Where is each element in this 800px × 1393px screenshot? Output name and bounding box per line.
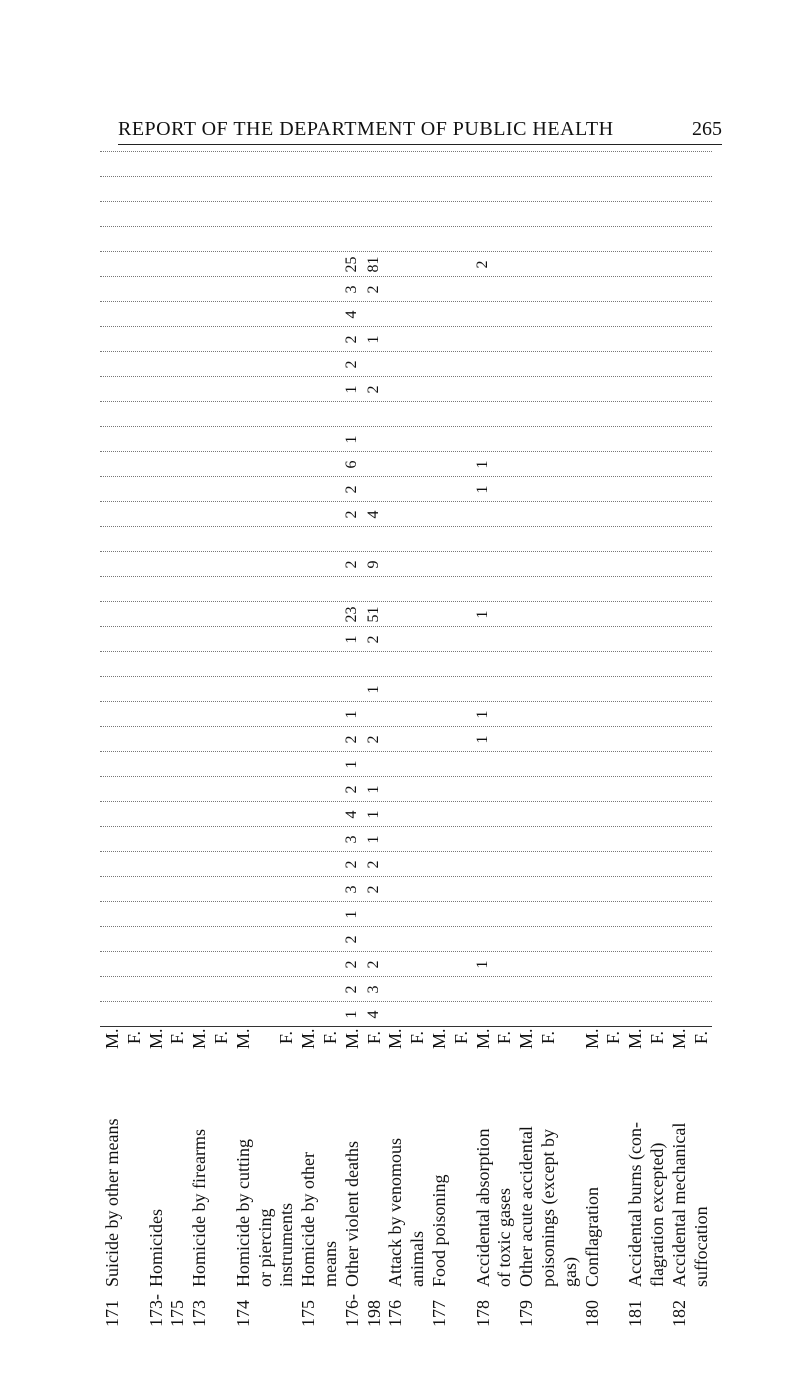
count-cell: 1 xyxy=(342,760,360,769)
cause-code: 177 xyxy=(429,1300,449,1327)
cause-label: gas) xyxy=(559,1257,580,1287)
cause-label: poisonings (except by xyxy=(538,1129,558,1287)
sex-label: M. xyxy=(516,1028,537,1049)
sex-label: F. xyxy=(647,1031,667,1045)
data-column xyxy=(100,1001,712,1027)
count-grid xyxy=(100,151,712,1027)
cause-label: Food poisoning xyxy=(429,1174,449,1287)
table-row xyxy=(601,1027,625,1327)
cause-code: 179 xyxy=(516,1300,537,1327)
count-cell: 4 xyxy=(364,1010,382,1019)
table-row xyxy=(449,1027,473,1327)
count-cell: 2 xyxy=(342,735,360,744)
table-row xyxy=(645,1027,669,1327)
count-cell: 9 xyxy=(364,560,382,569)
data-column xyxy=(100,826,712,852)
data-column xyxy=(100,851,712,877)
cause-label: Other violent deaths xyxy=(341,1141,362,1287)
cause-code: 198 xyxy=(363,1300,384,1327)
data-column xyxy=(100,426,712,452)
data-column xyxy=(100,276,712,302)
count-cell: 2 xyxy=(342,335,360,344)
table-row xyxy=(667,1027,691,1327)
data-column xyxy=(100,526,712,552)
count-cell: 1 xyxy=(342,635,360,644)
data-column xyxy=(100,151,712,177)
count-cell: 2 xyxy=(342,960,360,969)
count-cell: 25 xyxy=(342,256,360,273)
data-column xyxy=(100,801,712,827)
sex-label: M. xyxy=(472,1028,493,1049)
cause-label: Accidental mechanical xyxy=(668,1122,689,1287)
cause-code: 181 xyxy=(625,1300,646,1327)
count-cell: 23 xyxy=(342,606,360,623)
count-cell: 2 xyxy=(342,985,360,994)
data-column xyxy=(100,676,712,702)
sex-label: F. xyxy=(320,1031,340,1045)
cause-code: 173- xyxy=(145,1294,166,1327)
cause-label: suffocation xyxy=(690,1206,711,1287)
count-cell: 2 xyxy=(342,510,360,519)
cause-labels xyxy=(100,1026,712,1327)
data-column xyxy=(100,926,712,952)
sex-label: F. xyxy=(276,1031,297,1045)
count-cell: 1 xyxy=(473,735,491,744)
count-cell: 3 xyxy=(342,885,360,894)
table-row xyxy=(296,1027,320,1327)
table-row xyxy=(623,1027,647,1327)
count-cell: 1 xyxy=(342,710,360,719)
cause-label: Attack by venomous xyxy=(385,1138,406,1287)
table-row xyxy=(689,1027,713,1327)
count-cell: 2 xyxy=(364,285,382,294)
data-column xyxy=(100,176,712,202)
data-column xyxy=(100,576,712,602)
data-column xyxy=(100,251,712,277)
table-row xyxy=(471,1027,495,1327)
table-row xyxy=(274,1027,298,1327)
sex-label: F. xyxy=(363,1031,384,1045)
data-column xyxy=(100,751,712,777)
sex-label: F. xyxy=(494,1031,515,1045)
cause-label: of toxic gases xyxy=(494,1188,515,1287)
cause-label: instruments xyxy=(276,1203,297,1287)
sex-label: F. xyxy=(603,1031,624,1045)
count-cell: 2 xyxy=(473,260,491,269)
table-row xyxy=(209,1027,233,1327)
data-column xyxy=(100,451,712,477)
sex-label: F. xyxy=(690,1031,711,1045)
cause-code: 178 xyxy=(472,1300,493,1327)
sex-label: M. xyxy=(581,1028,602,1049)
cause-code: 173 xyxy=(189,1300,210,1327)
count-cell: 3 xyxy=(364,985,382,994)
table-row xyxy=(165,1027,189,1327)
count-cell: 51 xyxy=(364,606,382,623)
header-rule xyxy=(118,144,722,145)
table-row xyxy=(383,1027,407,1327)
count-cell: 2 xyxy=(364,735,382,744)
data-column xyxy=(100,401,712,427)
count-cell: 2 xyxy=(342,860,360,869)
cause-code: 176 xyxy=(385,1300,406,1327)
mortality-table xyxy=(100,151,712,1327)
table-row xyxy=(253,1027,277,1327)
table-row xyxy=(580,1027,604,1327)
data-column xyxy=(100,776,712,802)
table-row xyxy=(100,1027,124,1327)
data-column xyxy=(100,901,712,927)
count-cell: 1 xyxy=(473,960,491,969)
page-number: 265 xyxy=(692,118,722,140)
page-header xyxy=(118,118,722,148)
cause-code: 180 xyxy=(581,1300,602,1327)
table-row xyxy=(514,1027,538,1327)
cause-code: 175 xyxy=(298,1300,319,1327)
table-row xyxy=(340,1027,364,1327)
cause-label: Homicide by firearms xyxy=(189,1129,210,1287)
cause-code: 182 xyxy=(668,1300,689,1327)
count-cell: 1 xyxy=(364,810,382,819)
cause-label: Homicide by cutting xyxy=(232,1139,253,1287)
cause-label: animals xyxy=(407,1231,428,1287)
sex-label: F. xyxy=(211,1031,231,1045)
sex-label: M. xyxy=(341,1028,362,1049)
count-cell: 3 xyxy=(342,285,360,294)
count-cell: 1 xyxy=(473,460,491,469)
count-cell: 1 xyxy=(342,910,360,919)
table-row xyxy=(231,1027,255,1327)
sex-label: M. xyxy=(145,1028,166,1049)
sex-label: F. xyxy=(407,1031,428,1045)
count-cell: 2 xyxy=(364,635,382,644)
table-row xyxy=(492,1027,516,1327)
sex-label: M. xyxy=(625,1028,646,1049)
sex-label: M. xyxy=(298,1028,319,1049)
cause-label: Accidental absorption xyxy=(472,1128,493,1287)
count-cell: 1 xyxy=(364,835,382,844)
count-cell: 1 xyxy=(342,435,360,444)
data-column xyxy=(100,351,712,377)
count-cell: 2 xyxy=(342,785,360,794)
data-column xyxy=(100,551,712,577)
data-column xyxy=(100,726,712,752)
cause-code: 175 xyxy=(167,1300,188,1327)
cause-label: Homicide by other xyxy=(298,1152,319,1287)
data-column xyxy=(100,626,712,652)
table-row xyxy=(144,1027,168,1327)
count-cell: 1 xyxy=(473,485,491,494)
cause-label: means xyxy=(320,1241,340,1287)
count-cell: 2 xyxy=(364,960,382,969)
data-column xyxy=(100,501,712,527)
count-cell: 2 xyxy=(342,935,360,944)
cause-label: Accidental burns (con- xyxy=(625,1122,646,1287)
sex-label: M. xyxy=(232,1028,253,1049)
data-column xyxy=(100,201,712,227)
cause-label: flagration excepted) xyxy=(647,1142,667,1287)
count-cell: 6 xyxy=(342,460,360,469)
table-row xyxy=(427,1027,451,1327)
data-column xyxy=(100,226,712,252)
cause-label: Conflagration xyxy=(581,1187,602,1287)
cause-code: 176- xyxy=(341,1294,362,1327)
report-title: REPORT OF THE DEPARTMENT OF PUBLIC HEALTH xyxy=(118,118,614,140)
sex-label: M. xyxy=(668,1028,689,1049)
count-cell: 1 xyxy=(364,335,382,344)
count-cell: 4 xyxy=(342,310,360,319)
cause-label: Other acute accidental xyxy=(516,1126,537,1287)
cause-label: Homicides xyxy=(145,1209,166,1287)
data-column xyxy=(100,951,712,977)
sex-label: M. xyxy=(189,1028,210,1049)
table-row xyxy=(536,1027,560,1327)
count-cell: 2 xyxy=(364,885,382,894)
count-cell: 4 xyxy=(364,510,382,519)
data-column xyxy=(100,476,712,502)
sex-label: M. xyxy=(429,1028,449,1049)
sex-label: F. xyxy=(123,1031,144,1045)
table-row xyxy=(318,1027,342,1327)
count-cell: 1 xyxy=(473,710,491,719)
count-cell: 1 xyxy=(364,685,382,694)
table-row xyxy=(122,1027,146,1327)
data-column xyxy=(100,876,712,902)
sex-label: F. xyxy=(538,1031,558,1045)
data-column xyxy=(100,326,712,352)
count-cell: 81 xyxy=(364,256,382,273)
sex-label: M. xyxy=(102,1028,122,1049)
cause-label: Suicide by other means xyxy=(102,1118,122,1287)
table-row xyxy=(187,1027,211,1327)
data-column xyxy=(100,301,712,327)
data-column xyxy=(100,701,712,727)
count-cell: 2 xyxy=(342,560,360,569)
table-row xyxy=(362,1027,386,1327)
data-column xyxy=(100,601,712,627)
data-column xyxy=(100,976,712,1002)
data-column xyxy=(100,376,712,402)
data-column xyxy=(100,651,712,677)
count-cell: 1 xyxy=(342,385,360,394)
table-row xyxy=(558,1027,582,1327)
count-cell: 3 xyxy=(342,835,360,844)
count-cell: 1 xyxy=(364,785,382,794)
cause-code: 171 xyxy=(102,1300,122,1327)
count-cell: 2 xyxy=(364,385,382,394)
count-cell: 1 xyxy=(473,610,491,619)
sex-label: F. xyxy=(450,1031,471,1045)
count-cell: 2 xyxy=(342,485,360,494)
sex-label: M. xyxy=(385,1028,406,1049)
table-row xyxy=(405,1027,429,1327)
cause-label: or piercing xyxy=(254,1208,275,1287)
count-cell: 4 xyxy=(342,810,360,819)
sex-label: F. xyxy=(167,1031,188,1045)
count-cell: 2 xyxy=(364,860,382,869)
cause-code: 174 xyxy=(232,1300,253,1327)
count-cell: 1 xyxy=(342,1010,360,1019)
count-cell: 2 xyxy=(342,360,360,369)
